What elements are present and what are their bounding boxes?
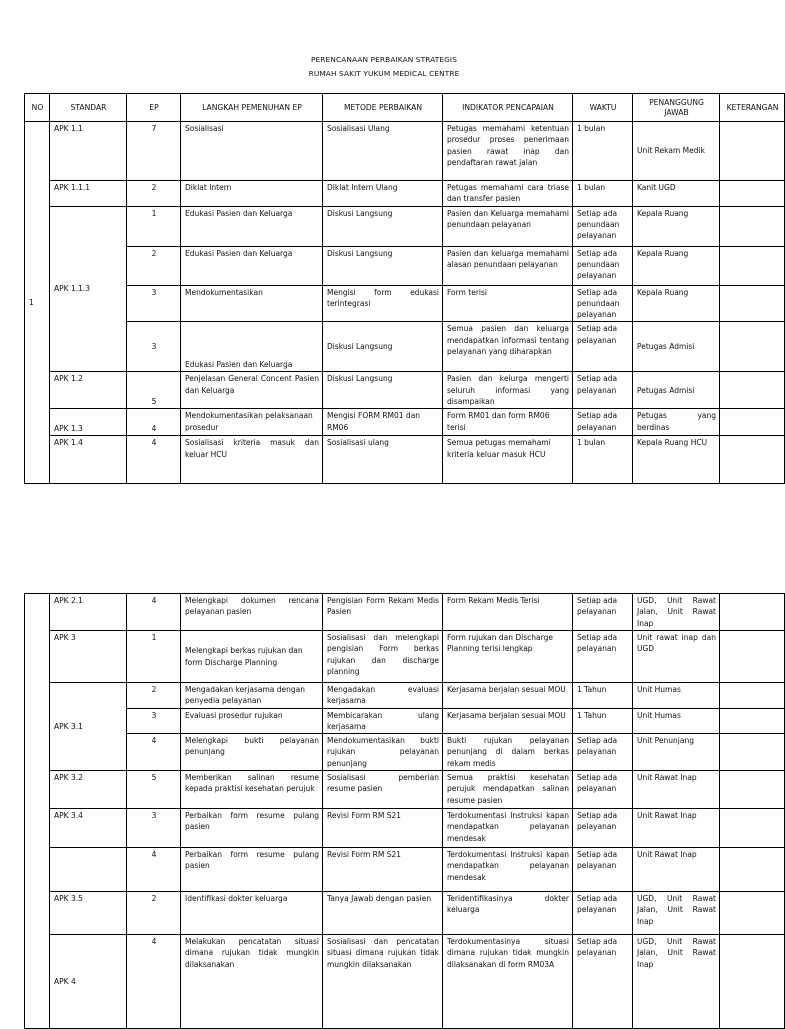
cell-metode: Membicarakan ulang kerjasama [323,708,443,734]
cell-indikator: Teridentifikasinya dokter keluarga [443,892,573,935]
cell-waktu: 1 bulan [573,122,633,181]
cell-metode: Diklat Intern Ulang [323,181,443,207]
cell-penanggung-jawab: Kepala Ruang [633,206,720,246]
cell-keterangan [720,409,785,436]
cell-ep: 4 [127,436,181,484]
cell-waktu: Setiap ada pelayanan [573,892,633,935]
document-title: PERENCANAAN PERBAIKAN STRATEGIS [310,55,458,64]
cell-ep: 1 [127,631,181,683]
cell-waktu: Setiap ada pelayanan [573,809,633,848]
cell-metode: Sosialisasi Ulang [323,122,443,181]
cell-ep: 4 [127,734,181,771]
cell-metode: Mengisi FORM RM01 dan RM06 [323,409,443,436]
cell-indikator: Form terisi [443,285,573,322]
cell-indikator: Petugas memahami ketentuan prosedur proses penerimaan pasien rawat inap dan pendaftaran rawat jalan [443,122,573,181]
cell-penanggung-jawab: Unit Rawat Inap [633,848,720,892]
document-subtitle: RUMAH SAKIT YUKUM MEDICAL CENTRE [308,69,460,78]
cell-keterangan [720,285,785,322]
table-row [25,809,785,848]
cell-standar: APK 3 [50,631,127,683]
cell-ep: 2 [127,181,181,207]
cell-langkah: Evaluasi prosedur rujukan [181,708,323,734]
cell-metode: Diskusi Langsung [323,322,443,372]
cell-indikator: Pasien dan keluarga memahami alasan penundaan pelayanan [443,246,573,285]
cell-indikator: Bukti rujukan pelayanan penunjang di dalam berkas rekam medis [443,734,573,771]
cell-langkah: Mendokumentasikan pelaksanaan prosedur [181,409,323,436]
cell-ep: 3 [127,809,181,848]
cell-keterangan [720,372,785,409]
table-row [25,372,785,409]
cell-keterangan [720,809,785,848]
cell-langkah: Melengkapi dokumen rencana pelayanan pasien [181,594,323,631]
table-row [25,181,785,207]
cell-metode: Sosialisasi dan pencatatan situasi dimana rujukan tidak mungkin dilaksanakan [323,935,443,1029]
table-header-row [25,94,785,122]
cell-metode: Sosialisasi ulang [323,436,443,484]
cell-waktu: Setiap ada pelayanan [573,631,633,683]
table-row [25,285,785,322]
cell-ep: 2 [127,683,181,709]
cell-keterangan [720,436,785,484]
cell-penanggung-jawab: UGD, Unit Rawat Jalan, Unit Rawat Inap [633,892,720,935]
cell-metode: Mengadakan evaluasi kerjasama [323,683,443,709]
cell-langkah: Diklat Intern [181,181,323,207]
cell-metode: Diskusi Langsung [323,206,443,246]
cell-ep: 3 [127,322,181,372]
cell-metode: Revisi Form RM S21 [323,809,443,848]
header-ep: EP [127,94,181,122]
cell-metode: Diskusi Langsung [323,246,443,285]
cell-indikator: Semua pasien dan keluarga mendapatkan informasi tentang pelayanan yang diharapkan [443,322,573,372]
table-row [25,122,785,181]
table-row [25,892,785,935]
cell-penanggung-jawab: Petugas Admisi [633,372,720,409]
cell-keterangan [720,892,785,935]
cell-penanggung-jawab: Unit Rekam Medik [633,122,720,181]
cell-indikator: Kerjasama berjalan sesuai MOU [443,708,573,734]
cell-standar: APK 2.1 [50,594,127,631]
header-keterangan: KETERANGAN [720,94,785,122]
cell-langkah: Memberikan salinan resume kepada praktisi kesehatan perujuk [181,771,323,809]
cell-standar [50,848,127,892]
cell-penanggung-jawab: Kanit UGD [633,181,720,207]
cell-langkah: Edukasi Pasien dan Keluarga [181,246,323,285]
cell-indikator: Terdokumentasi Instruksi kapan mendapatkan pelayanan mendesak [443,848,573,892]
cell-waktu: 1 bulan [573,436,633,484]
cell-langkah: Edukasi Pasien dan Keluarga [181,206,323,246]
cell-penanggung-jawab: Unit Penunjang [633,734,720,771]
cell-ep: 3 [127,285,181,322]
table-row [25,734,785,771]
cell-metode: Pengisian Form Rekam Medis Pasien [323,594,443,631]
table-row [25,631,785,683]
cell-standar: APK 4 [50,935,127,1029]
cell-metode: Sosialisasi pemberian resume pasien [323,771,443,809]
table-row [25,436,785,484]
cell-langkah: Melengkapi bukti pelayanan penunjang [181,734,323,771]
table-row [25,771,785,809]
cell-indikator: Terdokumentasi Instruksi kapan mendapatkan pelayanan mendesak [443,809,573,848]
cell-standar: APK 3.1 [50,683,127,771]
cell-standar: APK 1.1.1 [50,181,127,207]
table-row [25,594,785,631]
cell-waktu: 1 Tahun [573,683,633,709]
cell-penanggung-jawab: UGD, Unit Rawat Jalan, Unit Rawat Inap [633,594,720,631]
header-penanggung-jawab: PENANGGUNG JAWAB [633,94,720,122]
cell-penanggung-jawab: Petugas Admisi [633,322,720,372]
cell-waktu: Setiap ada pelayanan [573,935,633,1029]
cell-keterangan [720,734,785,771]
cell-waktu: Setiap ada pelayanan [573,322,633,372]
header-standar: STANDAR [50,94,127,122]
cell-waktu: Setiap ada pelayanan [573,734,633,771]
table-row [25,246,785,285]
cell-metode: Mengisi form edukasi terintegrasi [323,285,443,322]
table-row [25,708,785,734]
cell-waktu: 1 bulan [573,181,633,207]
cell-ep: 3 [127,708,181,734]
cell-standar: APK 1.1 [50,122,127,181]
cell-keterangan [720,122,785,181]
cell-standar: APK 1.2 [50,372,127,409]
cell-keterangan [720,631,785,683]
cell-ep: 2 [127,246,181,285]
cell-ep: 4 [127,848,181,892]
cell-waktu: Setiap ada pelayanan [573,594,633,631]
cell-langkah: Identifikasi dokter keluarga [181,892,323,935]
table-row [25,206,785,246]
cell-ep: 5 [127,771,181,809]
cell-keterangan [720,683,785,709]
cell-penanggung-jawab: Unit Humas [633,708,720,734]
cell-langkah: Sosialisasi kriteria masuk dan keluar HCU [181,436,323,484]
cell-penanggung-jawab: Unit Humas [633,683,720,709]
cell-penanggung-jawab: Unit Rawat Inap [633,771,720,809]
header-indikator: INDIKATOR PENCAPAIAN [443,94,573,122]
cell-penanggung-jawab: Kepala Ruang [633,246,720,285]
cell-standar: APK 1.4 [50,436,127,484]
header-metode: METODE PERBAIKAN [323,94,443,122]
cell-indikator: Semua praktisi kesehatan perujuk mendapatkan salinan resume pasien [443,771,573,809]
cell-ep: 2 [127,892,181,935]
cell-indikator: Pasien dan kelurga mengerti seluruh informasi yang disampaikan [443,372,573,409]
cell-indikator: Form rujukan dan Discharge Planning terisi lengkap [443,631,573,683]
cell-penanggung-jawab: Unit rawat inap dan UGD [633,631,720,683]
table-row [25,683,785,709]
cell-langkah: Perbaikan form resume pulang pasien [181,809,323,848]
table-row [25,322,785,372]
cell-ep: 7 [127,122,181,181]
cell-keterangan [720,848,785,892]
cell-indikator: Petugas memahami cara triase dan transfer pasien [443,181,573,207]
cell-keterangan [720,594,785,631]
cell-ep: 5 [127,372,181,409]
cell-waktu: Setiap ada penundaan pelayanan [573,285,633,322]
cell-metode: Mendokumentasikan bukti rujukan pelayanan penunjang [323,734,443,771]
cell-penanggung-jawab: Kepala Ruang HCU [633,436,720,484]
cell-langkah: Perbaikan form resume pulang pasien [181,848,323,892]
cell-ep: 1 [127,206,181,246]
cell-indikator: Kerjasama berjalan sesuai MOU [443,683,573,709]
table-row [25,935,785,1029]
cell-waktu: Setiap ada pelayanan [573,771,633,809]
cell-metode: Revisi Form RM S21 [323,848,443,892]
strategy-table-2 [24,593,785,1029]
cell-standar: APK 3.4 [50,809,127,848]
cell-penanggung-jawab: UGD, Unit Rawat Jalan, Unit Rawat Inap [633,935,720,1029]
row-number [25,594,50,1029]
cell-standar: APK 3.2 [50,771,127,809]
cell-waktu: 1 Tahun [573,708,633,734]
cell-ep: 4 [127,409,181,436]
cell-penanggung-jawab: Petugas yang berdinas [633,409,720,436]
header-waktu: WAKTU [573,94,633,122]
cell-penanggung-jawab: Unit Rawat Inap [633,809,720,848]
cell-indikator: Pasien dan Keluarga memahami penundaan pelayanan [443,206,573,246]
cell-waktu: Setiap ada penundaan pelayanan [573,206,633,246]
cell-keterangan [720,771,785,809]
header-langkah: LANGKAH PEMENUHAN EP [181,94,323,122]
cell-langkah: Penjelasan General Concent Pasien dan Keluarga [181,372,323,409]
cell-keterangan [720,935,785,1029]
cell-standar: APK 1.3 [50,409,127,436]
row-number: 1 [25,122,50,484]
cell-waktu: Setiap ada pelayanan [573,372,633,409]
strategy-table-1 [24,93,785,484]
cell-indikator: Form RM01 dan form RM06 terisi [443,409,573,436]
cell-keterangan [720,708,785,734]
table-row [25,409,785,436]
cell-waktu: Setiap ada pelayanan [573,848,633,892]
cell-metode: Tanya Jawab dengan pasien [323,892,443,935]
cell-penanggung-jawab: Kepala Ruang [633,285,720,322]
cell-keterangan [720,181,785,207]
cell-keterangan [720,322,785,372]
cell-langkah: Sosialisasi [181,122,323,181]
cell-indikator: Form Rekam Medis Terisi [443,594,573,631]
cell-standar: APK 1.1.3 [50,206,127,372]
cell-langkah: Mengadakan kerjasama dengan penyedia pelayanan [181,683,323,709]
header-no: NO [25,94,50,122]
cell-keterangan [720,246,785,285]
cell-metode: Sosialisasi dan melengkapi pengisian Form berkas rujukan dan discharge planning [323,631,443,683]
cell-langkah: Edukasi Pasien dan Keluarga [181,322,323,372]
cell-ep: 4 [127,935,181,1029]
cell-keterangan [720,206,785,246]
cell-ep: 4 [127,594,181,631]
cell-waktu: Setiap ada penundaan pelayanan [573,246,633,285]
table-row [25,848,785,892]
cell-langkah: Mendokumentasikan [181,285,323,322]
cell-langkah: Melakukan pencatatan situasi dimana rujukan tidak mungkin dilaksanakan [181,935,323,1029]
cell-standar: APK 3.5 [50,892,127,935]
cell-indikator: Terdokumentasinya situasi dimana rujukan tidak mungkin dilaksanakan di form RM03A [443,935,573,1029]
cell-langkah: Melengkapi berkas rujukan dan form Discharge Planning [181,631,323,683]
cell-waktu: Setiap ada pelayanan [573,409,633,436]
cell-metode: Diskusi Langsung [323,372,443,409]
cell-indikator: Semua petugas memahami kriteria keluar masuk HCU [443,436,573,484]
